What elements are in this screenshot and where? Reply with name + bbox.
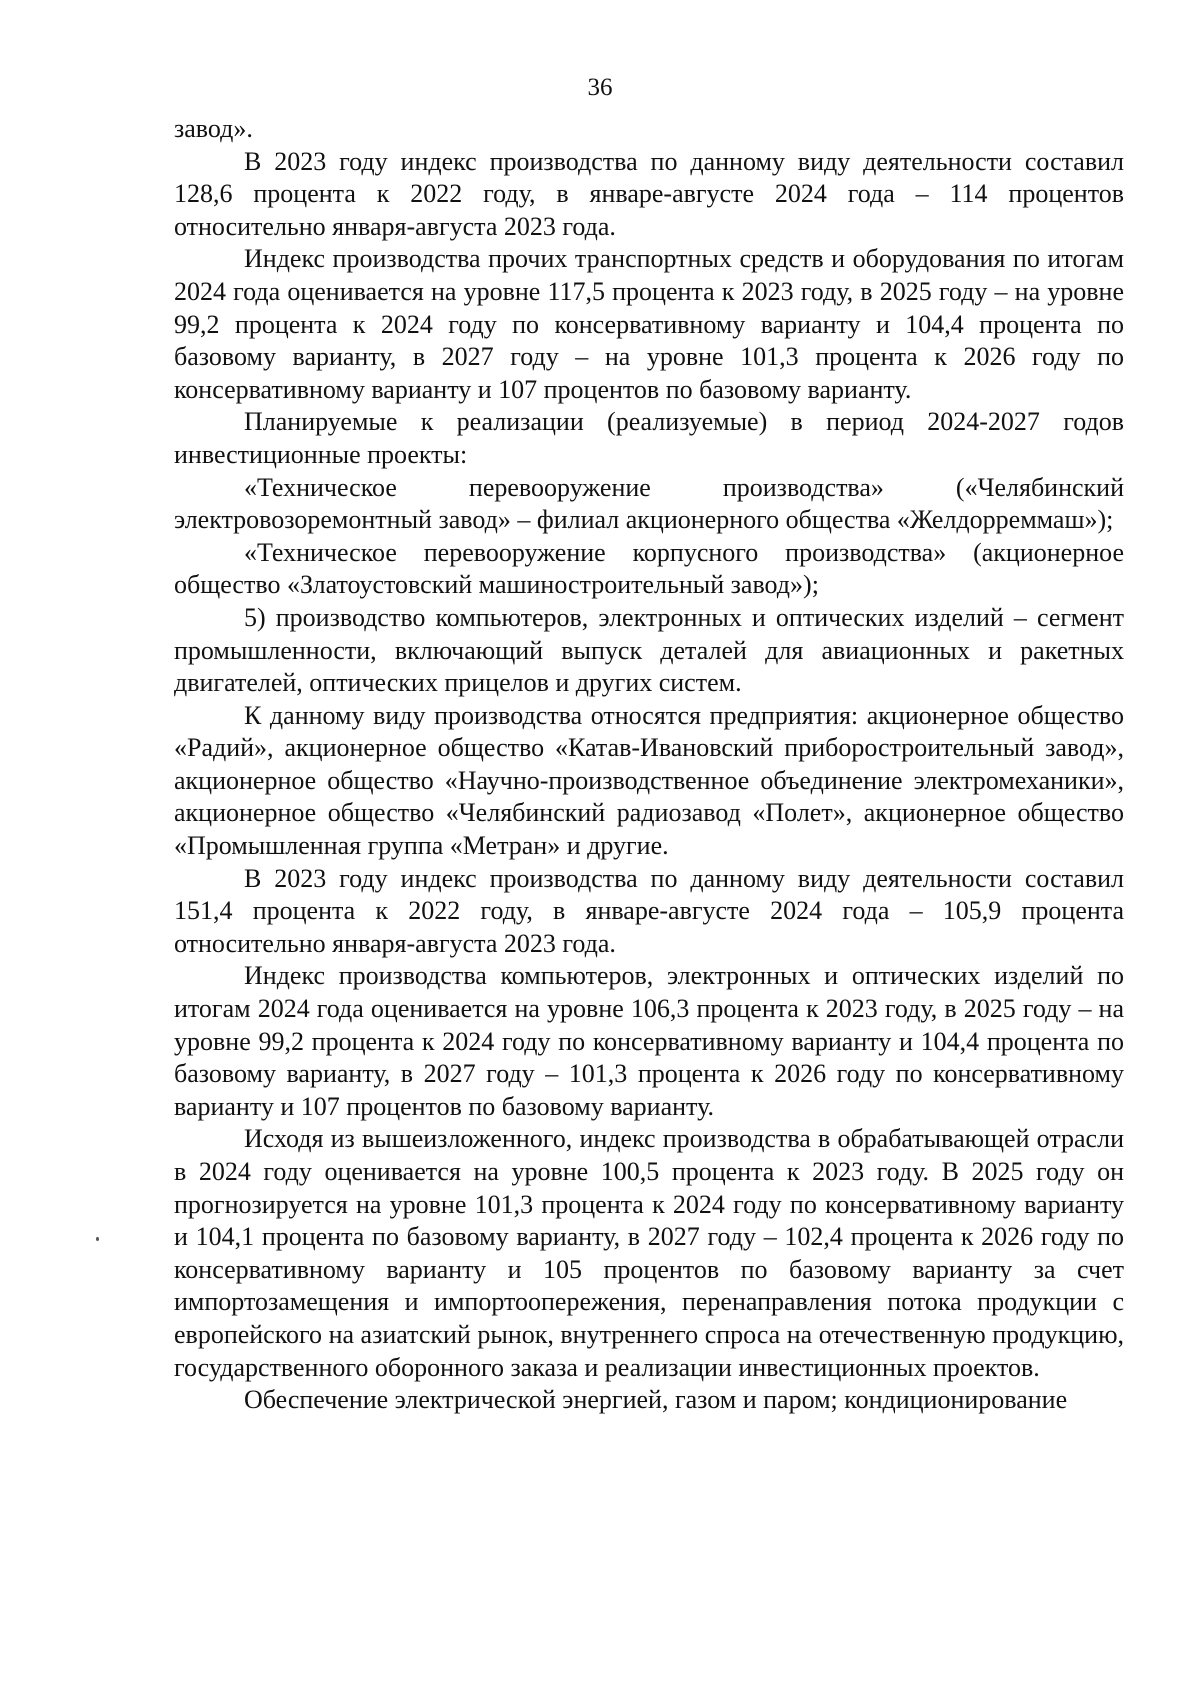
paragraph-computers-segment: 5) производство компьютеров, электронных и оптических изделий – сегмент промышленности, включающий выпуск деталей для авиационных и ракетных двигателей, оптических прицелов и других систем.: [174, 602, 1124, 698]
paragraph-energy-heading: Обеспечение электрической энергией, газом и паром; кондиционирование: [244, 1385, 1068, 1415]
paragraph-manufacturing-summary: Исходя из вышеизложенного, индекс производства в обрабатывающей отрасли в 2024 году оценивается на уровне 100,5 процента к 2023 году. В 2025 году он прогнозируется на уровне 101,3 процента к 2024 году по консервативному варианту и 104,1 процента по базовому варианту, в 2027 году – 102,4 процента к 2026 году по консервативному варианту и 105 процентов по базовому варианту за счет импортозамещения и импортоопережения, перенаправления потока продукции с европейского на азиатский рынок, внутреннего спроса на отечественную продукцию, государственного оборонного заказа и реализации инвестиционных проектов.: [174, 1124, 1124, 1382]
paragraph-continuation: завод».: [174, 114, 253, 143]
paragraph-project-zlatoust: «Техническое перевооружение корпусного производства» (акционерное общество «Златоустовский машиностроительный завод»);: [174, 537, 1124, 600]
document-body: [174, 113, 1124, 1417]
page-number: 36: [587, 74, 613, 101]
paragraph-enterprises: К данному виду производства относятся предприятия: акционерное общество «Радий», акционерное общество «Катав-Ивановский приборостроительный завод», акционерное общество «Научно-производственное объединение электромеханики», акционерное общество «Челябинский радиозавод «Полет», акционерное общество «Промышленная группа «Метран» и другие.: [174, 700, 1124, 861]
paragraph-index-2023-computers: В 2023 году индекс производства по данному виду деятельности составил 151,4 процента к 2022 году, в январе-августе 2024 года – 105,9 процента относительно января-августа 2023 года.: [174, 863, 1124, 958]
paragraph-index-transport-forecast: Индекс производства прочих транспортных средств и оборудования по итогам 2024 года оценивается на уровне 117,5 процента к 2023 году, в 2025 году – на уровне 99,2 процента к 2024 году по консервативному варианту и 104,4 процента по базовому варианту, в 2027 году – на уровне 101,3 процента к 2026 году по консервативному варианту и 107 процентов по базовому варианту.: [174, 244, 1124, 404]
paragraph-index-2023-transport: В 2023 году индекс производства по данному виду деятельности составил 128,6 процента к 2022 году, в январе-августе 2024 года – 114 процентов относительно января-августа 2023 года.: [174, 146, 1124, 241]
paragraph-index-computers-forecast: Индекс производства компьютеров, электронных и оптических изделий по итогам 2024 года оценивается на уровне 106,3 процента к 2023 году, в 2025 году – на уровне 99,2 процента к 2024 году по консервативному варианту и 104,4 процента по базовому варианту, в 2027 году – 101,3 процента к 2026 году по консервативному варианту и 107 процентов по базовому варианту.: [174, 961, 1124, 1121]
scan-speck: [96, 1237, 99, 1241]
paragraph-investment-projects-intro: Планируемые к реализации (реализуемые) в период 2024-2027 годов инвестиционные проекты:: [174, 407, 1124, 469]
paragraph-project-chelyabinsk: «Техническое перевооружение производства» («Челябинский электровозоремонтный завод» – филиал акционерного общества «Желдорреммаш»);: [174, 472, 1124, 535]
